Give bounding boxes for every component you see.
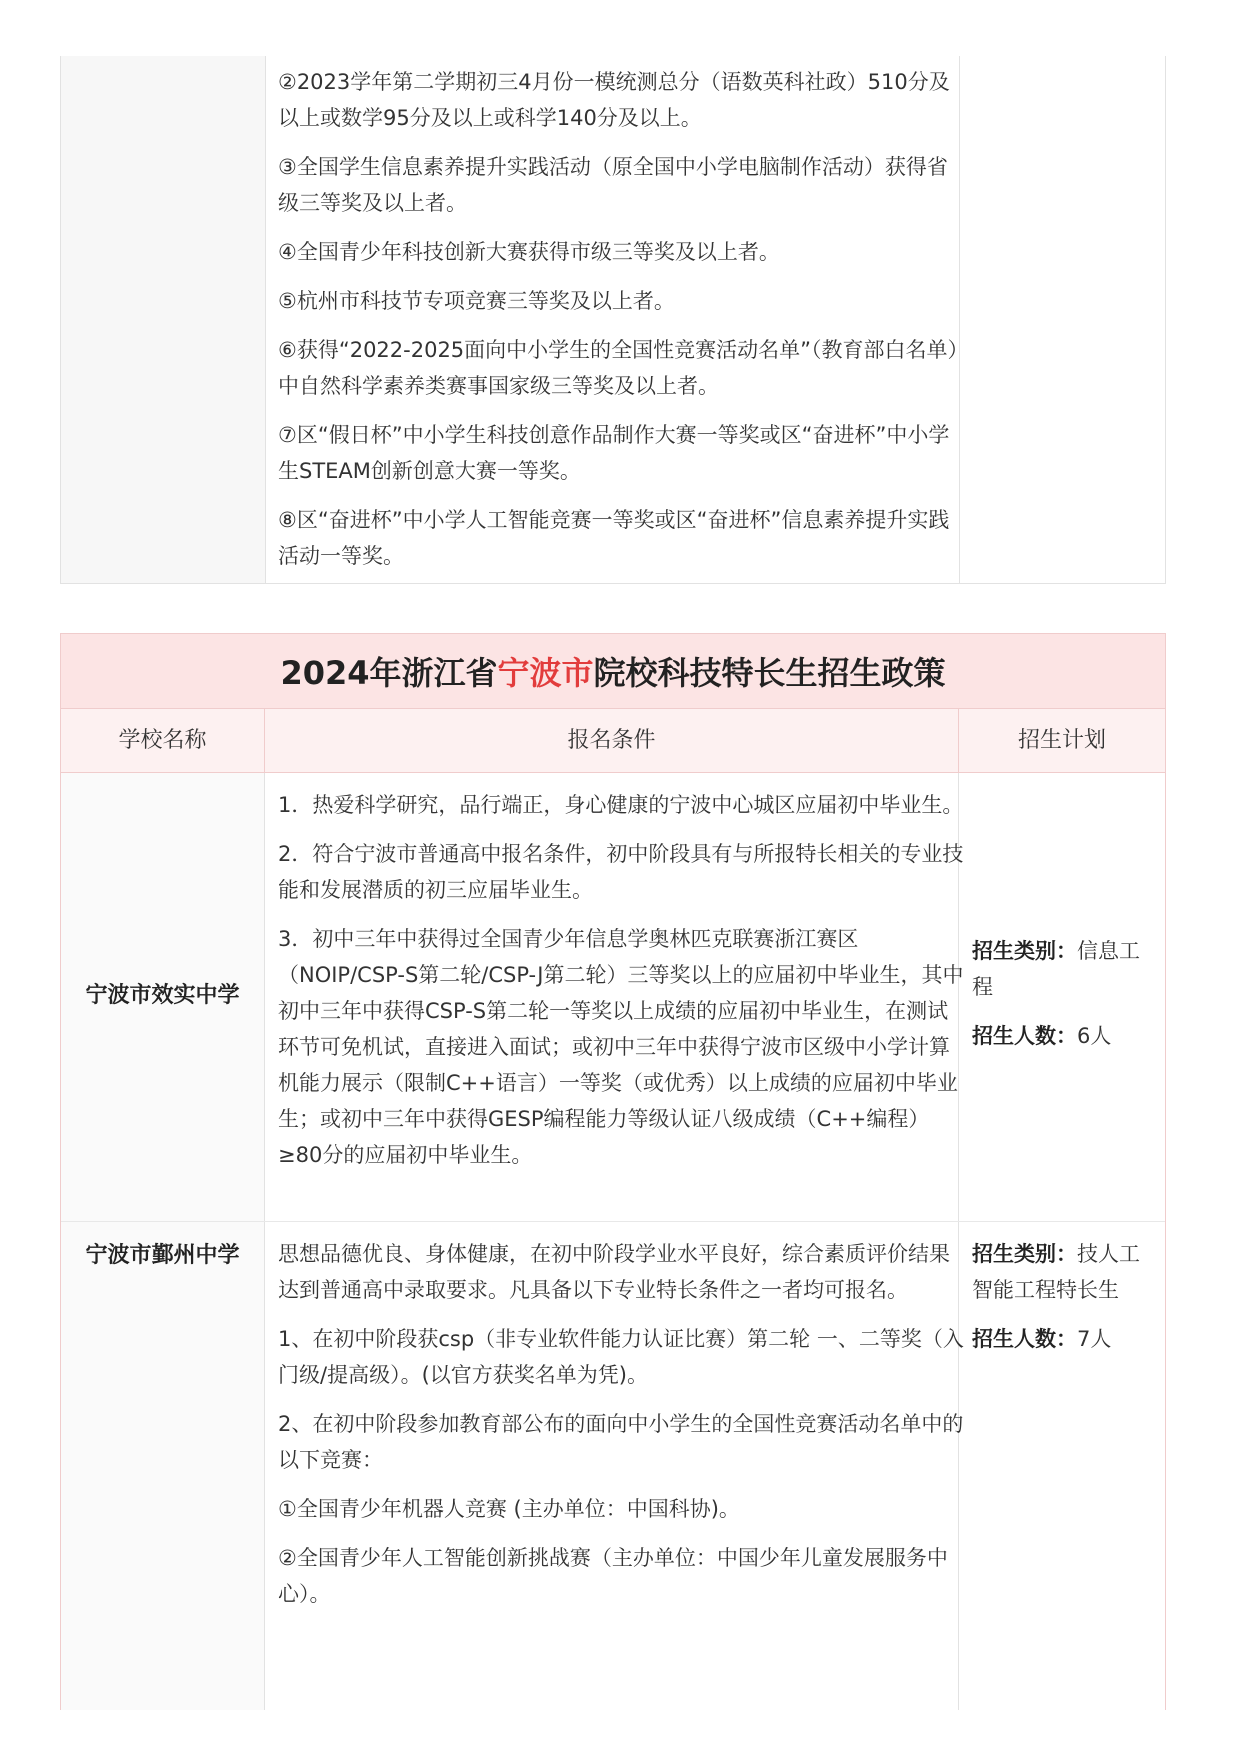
- condition-item: 3．初中三年中获得过全国青少年信息学奥林匹克联赛浙江赛区（NOIP/CSP-S第二轮/CSP-J第二轮）三等奖以上的应届初中毕业生，其中初中三年中获得CSP-S第二轮一等奖以上成绩的应届初中毕业生，在测试环节可免机试，直接进入面试；或初中三年中获得宁波市区级中小学计算机能力展示（限制C++语言）一等奖（或优秀）以上成绩的应届初中毕业生；或初中三年中获得GESP编程能力等级认证八级成绩（C++编程）≥80分的应届初中毕业生。: [278, 927, 964, 1167]
- plan-category: [972, 933, 1152, 1005]
- plan-count-value: 6人: [1077, 1024, 1112, 1048]
- plan-count: [972, 1321, 1152, 1357]
- plan-cell: [972, 933, 1152, 1067]
- condition-item: ③全国学生信息素养提升实践活动（原全国中小学电脑制作活动）获得省级三等奖及以上者。: [278, 155, 948, 215]
- condition-item: ⑥获得“2022-2025面向中小学生的全国性竞赛活动名单”（教育部白名单）中自然科学素养类赛事国家级三等奖及以上者。: [278, 338, 959, 398]
- title-suffix: 院校科技特长生招生政策: [593, 654, 946, 692]
- school-name-cell: [61, 1222, 264, 1710]
- plan-category-value: 技人工智能工程特长生: [972, 1242, 1140, 1302]
- title-highlight-city: 宁波市: [497, 654, 594, 692]
- table-row: [61, 773, 1165, 1222]
- column-divider: [958, 709, 959, 772]
- school-name: 宁波市鄞州中学: [85, 1243, 240, 1268]
- school-name-cell: [61, 773, 264, 1221]
- title-prefix: 2024年浙江省: [280, 654, 498, 692]
- header-conditions: 报名条件: [567, 728, 656, 753]
- table-title: [61, 634, 1165, 709]
- policy-table: [60, 633, 1166, 1710]
- condition-item: 思想品德优良、身体健康，在初中阶段学业水平良好，综合素质评价结果达到普通高中录取要求。凡具备以下专业特长条件之一者均可报名。: [278, 1242, 950, 1302]
- header-plan: 招生计划: [1017, 728, 1106, 753]
- table-row: [61, 1222, 1165, 1710]
- column-divider: [265, 56, 266, 583]
- plan-cell: [972, 1236, 1152, 1370]
- condition-item: 1、在初中阶段获csp（非专业软件能力认证比赛）第二轮 一、二等奖（入门级/提高级）。(以官方获奖名单为凭)。: [278, 1327, 964, 1387]
- table-header-row: [61, 709, 1165, 773]
- conditions-cell: [278, 64, 968, 587]
- condition-item: 2．符合宁波市普通高中报名条件，初中阶段具有与所报特长相关的专业技能和发展潜质的初三应届毕业生。: [278, 842, 964, 902]
- plan-count: [972, 1018, 1152, 1054]
- condition-item: 1．热爱科学研究，品行端正，身心健康的宁波中心城区应届初中毕业生。: [278, 793, 964, 817]
- conditions-cell: [278, 787, 968, 1186]
- school-cell-empty: [61, 56, 265, 583]
- condition-item: ②全国青少年人工智能创新挑战赛（主办单位：中国少年儿童发展服务中心）。: [278, 1546, 948, 1606]
- plan-category-label: 招生类别：: [972, 1242, 1077, 1266]
- condition-item: ②2023学年第二学期初三4月份一模统测总分（语数英科社政）510分及以上或数学95分及以上或科学140分及以上。: [278, 70, 950, 130]
- plan-count-label: 招生人数：: [972, 1024, 1077, 1048]
- conditions-cell: [278, 1236, 968, 1625]
- plan-category-label: 招生类别：: [972, 939, 1077, 963]
- column-divider: [264, 1222, 265, 1710]
- plan-count-label: 招生人数：: [972, 1327, 1077, 1351]
- plan-category: [972, 1236, 1152, 1308]
- condition-item: ⑦区“假日杯”中小学生科技创意作品制作大赛一等奖或区“奋进杯”中小学生STEAM创新创意大赛一等奖。: [278, 423, 950, 483]
- plan-count-value: 7人: [1077, 1327, 1112, 1351]
- column-divider: [264, 709, 265, 772]
- condition-item: ⑧区“奋进杯”中小学人工智能竞赛一等奖或区“奋进杯”信息素养提升实践活动一等奖。: [278, 508, 950, 568]
- plan-category-value: 信息工程: [972, 939, 1140, 999]
- column-divider: [264, 773, 265, 1221]
- condition-item: ④全国青少年科技创新大赛获得市级三等奖及以上者。: [278, 240, 780, 264]
- condition-item: ⑤杭州市科技节专项竞赛三等奖及以上者。: [278, 289, 675, 313]
- previous-table-continuation: [60, 56, 1166, 584]
- header-school: 学校名称: [118, 728, 207, 753]
- condition-item: ①全国青少年机器人竞赛 (主办单位：中国科协)。: [278, 1497, 740, 1521]
- school-name: 宁波市效实中学: [85, 983, 240, 1008]
- condition-item: 2、在初中阶段参加教育部公布的面向中小学生的全国性竞赛活动名单中的以下竞赛：: [278, 1412, 964, 1472]
